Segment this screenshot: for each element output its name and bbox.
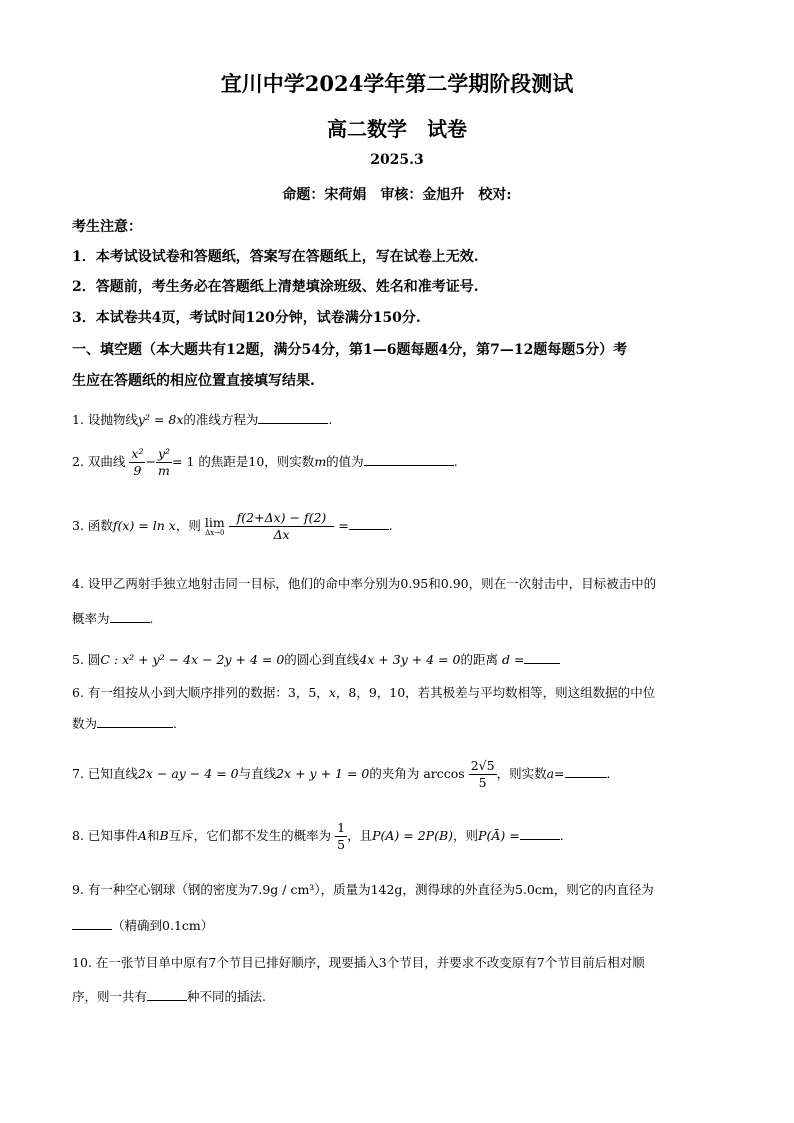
q2-fraction-x (129, 446, 145, 479)
q4-p1: 0.95 (400, 576, 429, 591)
q8-B: B (159, 828, 169, 843)
q2-num1: x² (131, 446, 144, 461)
q3-den: Δx (273, 527, 290, 542)
q7-mid: 与直线 (238, 766, 277, 781)
q3-end: . (388, 518, 393, 533)
q2-den2: m (158, 463, 170, 478)
question-2 (72, 446, 458, 479)
q5-eq: = (514, 652, 525, 667)
q3-func: f(x) = ln x (112, 518, 176, 533)
question-10-line1: 10. 在一张节目单中原有7个节目已排好顺序，现要插入3个节目，并要求不改变原有7个节目前后相对顺 (72, 955, 645, 970)
q8-then: ，则 (453, 828, 479, 843)
q10-line2-post: 种不同的插法. (187, 989, 266, 1004)
q6-end: . (173, 716, 177, 731)
question-8 (72, 820, 564, 853)
section1-heading-line2: 生应在答题纸的相应位置直接填写结果. (72, 373, 315, 389)
q5-var: d (502, 652, 511, 667)
q3-mid: ，则 (175, 518, 201, 533)
question-10-line2 (72, 987, 266, 1005)
q6-post: ，8，9，10，若其极差与平均数相等，则这组数据的中位 (335, 685, 656, 700)
q2-den1: 9 (133, 463, 142, 478)
q5-mid: 的圆心到直线 (284, 652, 360, 667)
q7-line2: 2x + y + 1 = 0 (276, 766, 370, 781)
q8-text: 8. 已知事件 (72, 828, 138, 843)
q4-and: 和 (428, 576, 441, 591)
q2-mid: 的焦距是10，则实数 (198, 454, 315, 469)
school-title: 宜川中学2024学年第二学期阶段测试 (220, 71, 574, 96)
q2-fraction-y (156, 446, 172, 479)
q10-answer-blank[interactable] (147, 1000, 187, 1001)
q4-line2: 概率为 (72, 611, 110, 626)
question-4-line1 (72, 574, 656, 592)
q2-text: 2. 双曲线 (72, 454, 126, 469)
q8-and: 和 (146, 828, 160, 843)
q7-line1: 2x − ay − 4 = 0 (137, 766, 239, 781)
notice-item-1: 1．本考试设试卷和答题纸，答案写在答题纸上，写在试卷上无效. (72, 249, 479, 265)
q7-arccos: arccos (423, 766, 465, 781)
q4-answer-blank[interactable] (110, 622, 150, 623)
q6-text: 6. 有一组按从小到大顺序排列的数据：3，5， (72, 685, 329, 700)
q5-text: 5. 圆 (72, 652, 101, 667)
q4-post: ，则在一次射击中，目标被击中的 (468, 576, 657, 591)
question-6-line1 (72, 683, 655, 701)
staff-line: 命题：宋荷娟 审核：金旭升 校对: (282, 187, 512, 203)
q4-end: . (149, 611, 154, 626)
q8-mid: 互斥，它们都不发生的概率为 (168, 828, 332, 843)
question-5 (72, 650, 560, 668)
q1-text: 1. 设抛物线 (72, 412, 138, 427)
q9-answer-blank[interactable] (72, 929, 112, 930)
q5-circle: C : x² + y² − 4x − 2y + 4 = 0 (100, 652, 285, 667)
q7-tail: ，则实数 (496, 766, 547, 781)
notice-heading: 考生注意： (72, 219, 142, 235)
question-7 (72, 758, 611, 791)
q9-mass: 142g (370, 882, 403, 897)
exam-date: 2025.3 (370, 152, 424, 168)
q2-minus: − (145, 454, 156, 469)
q9-text: 9. 有一种空心钢球（钢的密度为 (72, 882, 251, 897)
q5-post: 的距离 (460, 652, 499, 667)
q1-end: . (328, 412, 333, 427)
q4-p2: 0.90 (440, 576, 469, 591)
q2-answer-blank[interactable] (364, 465, 454, 466)
q5-answer-blank[interactable] (524, 663, 560, 664)
q1-answer-blank[interactable] (258, 423, 328, 424)
q3-fraction (229, 510, 335, 543)
q9-diam: 5.0cm (514, 882, 554, 897)
q2-num2: y² (157, 446, 171, 461)
question-4-line2 (72, 609, 154, 627)
q9-mass-pre: ），质量为 (314, 882, 371, 897)
q7-post: 的夹角为 (369, 766, 420, 781)
q8-cond: P(A) = 2P(B) (372, 828, 454, 843)
q8-ask: P(Ā) = (478, 828, 520, 843)
q3-lim-sub: Δx→0 (205, 528, 225, 537)
q9-line2-post: ） (200, 918, 214, 933)
question-9-line1 (72, 880, 654, 898)
q7-text: 7. 已知直线 (72, 766, 138, 781)
q2-eq: = 1 (172, 454, 195, 469)
q6-answer-blank[interactable] (97, 727, 173, 728)
question-3 (72, 510, 393, 543)
q8-num: 1 (337, 820, 346, 835)
q2-end: . (453, 454, 458, 469)
q9-density: 7.9g / cm³ (250, 882, 315, 897)
q3-lim: lim (204, 514, 225, 530)
q3-limit (204, 514, 225, 537)
q9-line2-pre: （精确到 (112, 918, 163, 933)
notice-item-2: 2．答题前，考生务必在答题纸上清楚填涂班级、姓名和准考证号. (72, 279, 479, 295)
q7-eq: = (554, 766, 565, 781)
q7-num: 2√5 (470, 758, 495, 773)
q9-precision: 0.1cm (162, 918, 201, 933)
paper-title: 高二数学 试卷 (327, 117, 467, 141)
q10-line2-pre: 序，则一共有 (72, 989, 148, 1004)
q3-answer-blank[interactable] (349, 529, 389, 530)
q8-fraction (335, 820, 347, 853)
q7-fraction (469, 758, 497, 791)
q8-A: A (137, 828, 147, 843)
q3-num: f(2+Δx) − f(2) (229, 510, 335, 527)
q2-var: m (314, 454, 327, 469)
q1-math: y² = 8x (137, 412, 184, 427)
question-9-line2 (72, 916, 213, 934)
q3-eq: = (338, 518, 349, 533)
q9-diam-pre: ，测得球的外直径为 (402, 882, 515, 897)
q8-den: 5 (337, 837, 346, 852)
question-1 (72, 410, 332, 428)
q5-line: 4x + 3y + 4 = 0 (359, 652, 461, 667)
q3-text: 3. 函数 (72, 518, 113, 533)
q2-post: 的值为 (326, 454, 364, 469)
q6-var: x (328, 685, 336, 700)
q8-end: . (559, 828, 564, 843)
q4-text: 4. 设甲乙两射手独立地射击同一目标，他们的命中率分别为 (72, 576, 401, 591)
section1-heading-line1: 一、填空题（本大题共有12题，满分54分，第1—6题每题4分，第7—12题每题5分）考 (72, 342, 628, 358)
notice-item-3: 3．本试卷共4页，考试时间120分钟，试卷满分150分. (72, 310, 421, 326)
q7-den: 5 (478, 775, 487, 790)
q7-end: . (606, 766, 611, 781)
q6-line2: 数为 (72, 716, 98, 731)
q7-var: a (546, 766, 555, 781)
question-6-line2 (72, 714, 177, 732)
q9-post: ，则它的内直径为 (553, 882, 654, 897)
q8-cond-pre: ，且 (347, 828, 373, 843)
q1-post: 的准线方程为 (183, 412, 259, 427)
q7-answer-blank[interactable] (565, 777, 607, 778)
q8-answer-blank[interactable] (520, 839, 560, 840)
